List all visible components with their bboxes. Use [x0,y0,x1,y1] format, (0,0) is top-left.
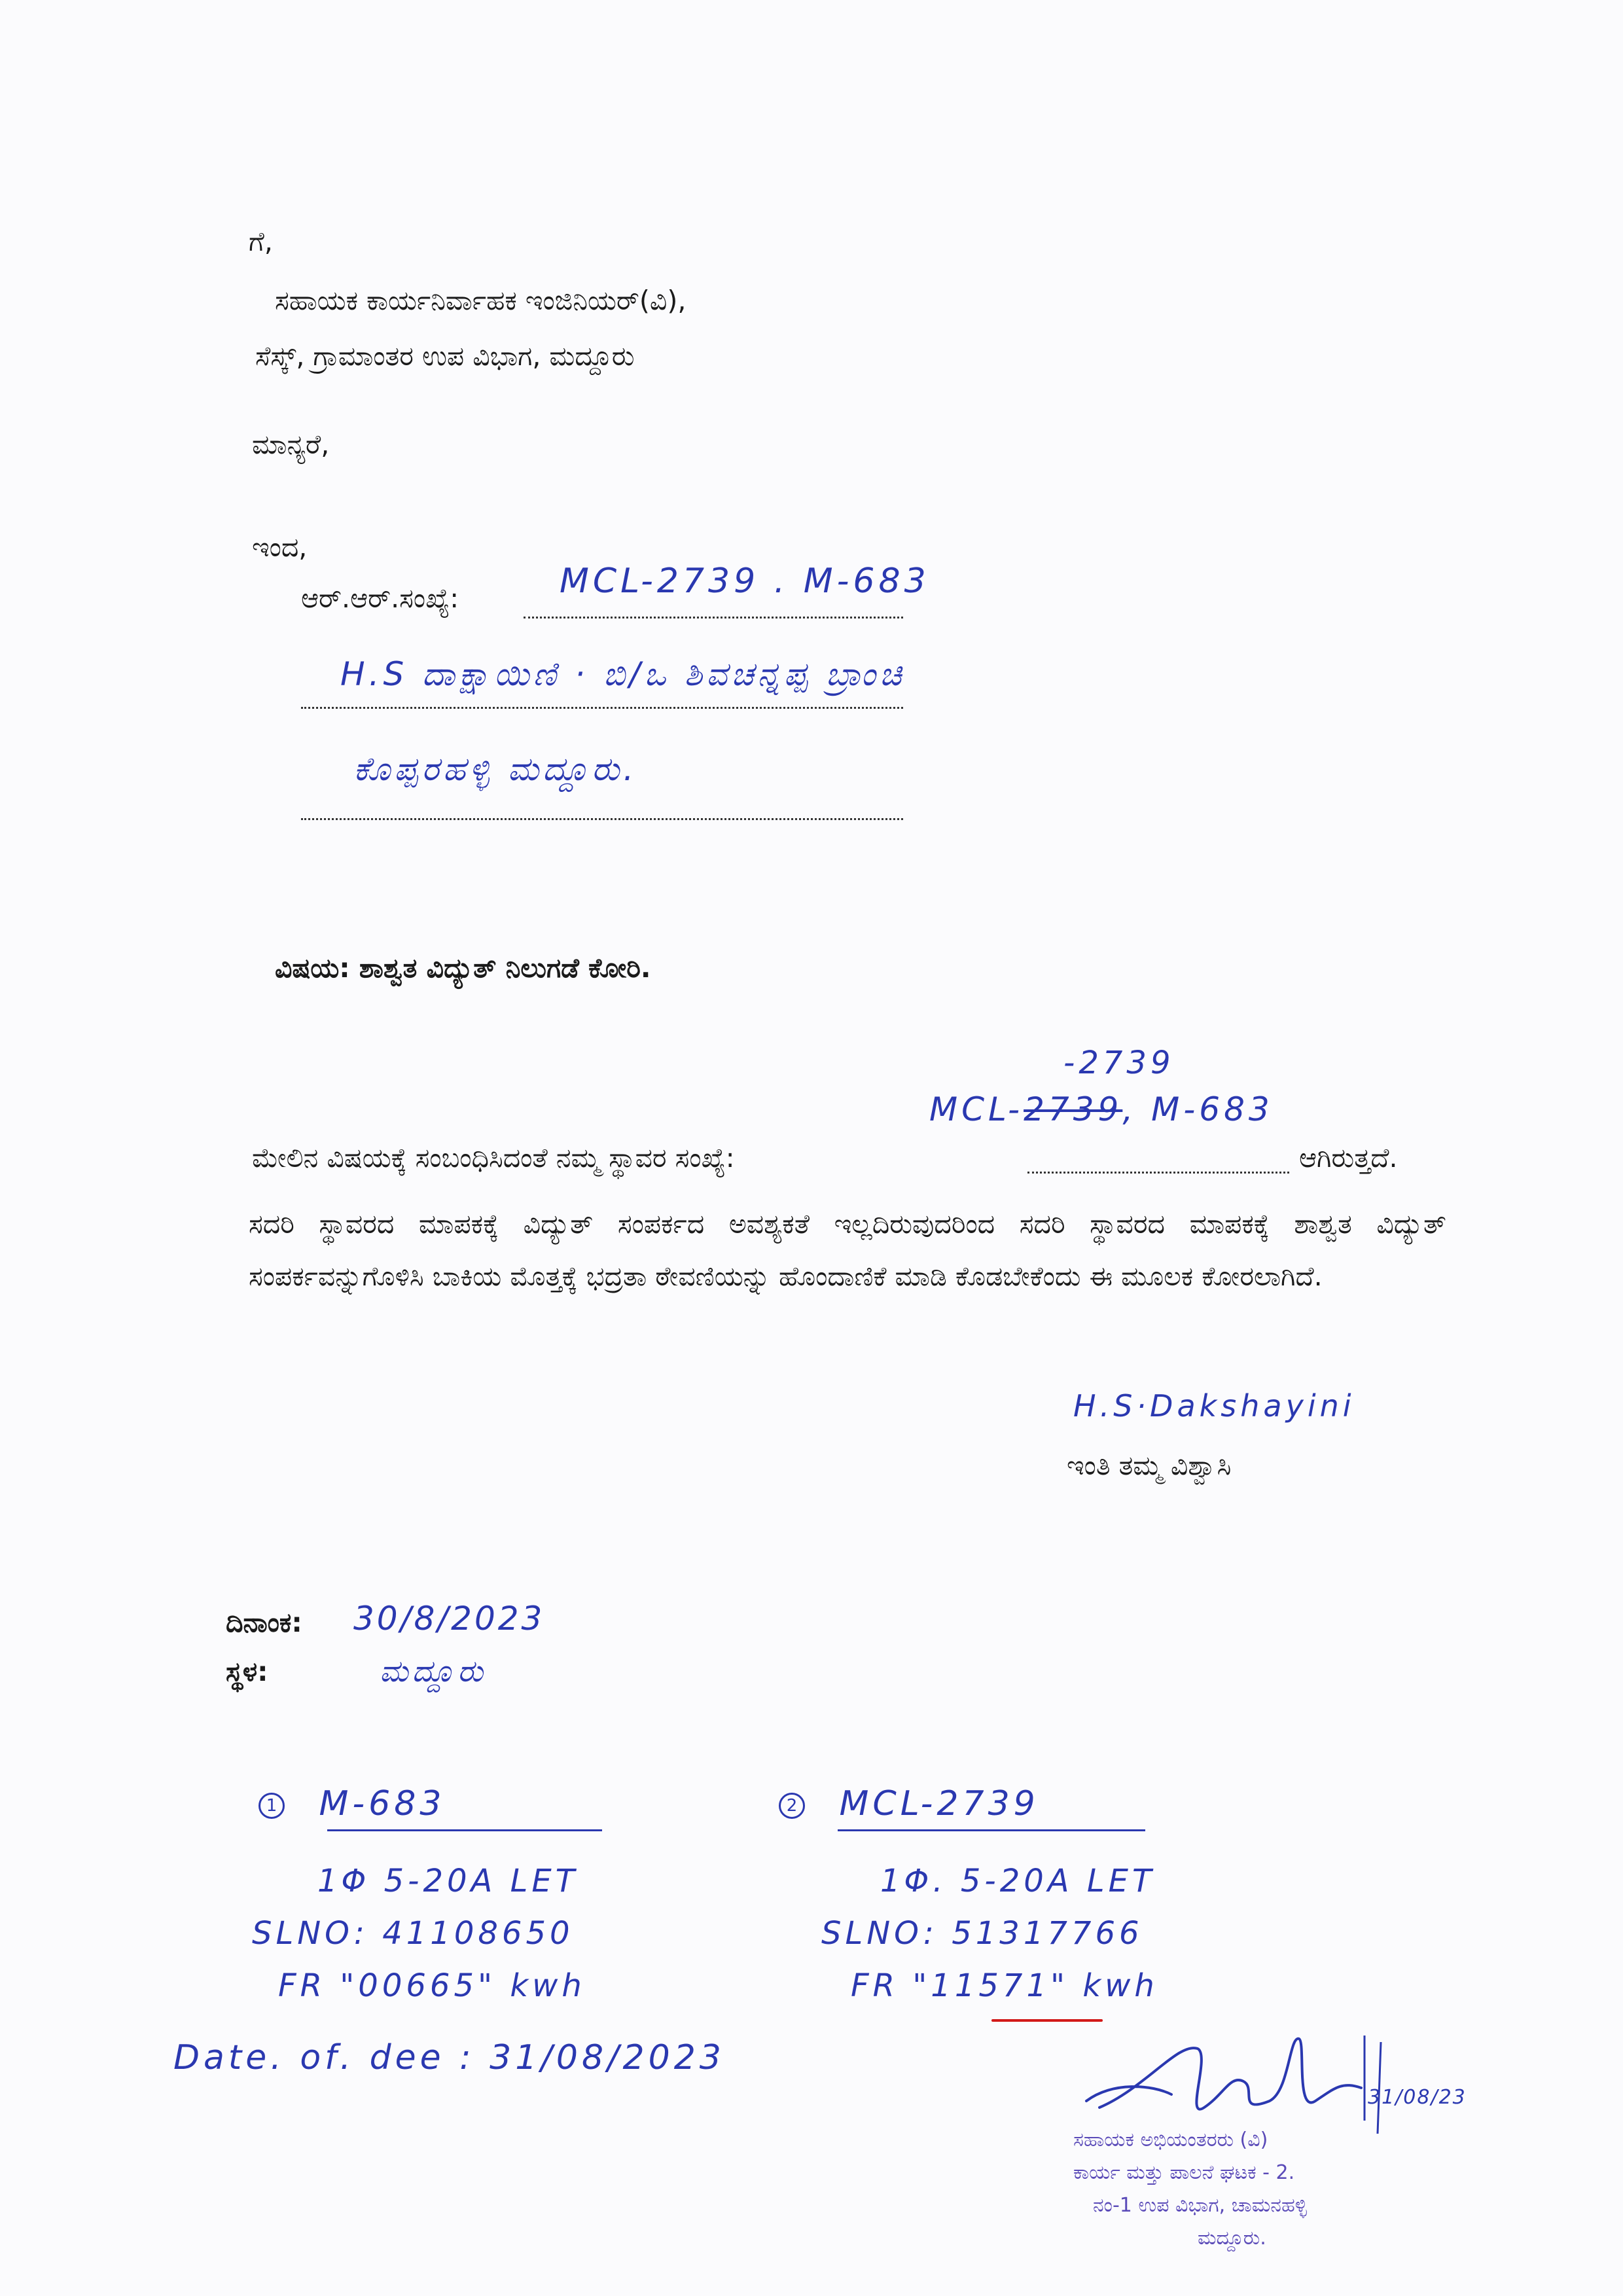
from-inda: ಇಂದ, [252,531,308,563]
date-value-handwritten: 30/8/2023 [353,1600,545,1638]
meter1-rr [259,1784,446,1823]
meter1-number-circle: 1 [259,1793,285,1819]
signature-handwritten: H.S·Dakshayini [1073,1388,1355,1424]
rr-dotted-line [524,617,903,619]
body-paragraph: ಸದರಿ ಸ್ಥಾವರದ ಮಾಪಕಕ್ಕೆ ವಿದ್ಯುತ್ ಸಂಪರ್ಕದ ಅವಶ್ಯಕತೆ ಇಲ್ಲದಿರುವುದರಿಂದ ಸದರಿ ಸ್ಥಾವರದ ಮಾಪಕಕ್ಕೆ ಶಾಶ್ವತ ವಿದ್ಯುತ್ ಸಂಪರ್ಕವನ್ನುಗೊಳಿಸಿ ಬಾಕಿಯ ಮೊತ್ತಕ್ಕೆ ಭದ್ರತಾ ಠೇವಣಿಯನ್ನು ಹೊಂದಾಣಿಕೆ ಮಾಡಿ ಕೊಡಬೇಕೆಂದು ಈ ಮೂಲಕ ಕೋರಲಾಗಿದೆ. [249,1208,1446,1292]
meter2-rr-text: MCL-2739 [839,1784,1039,1823]
stamp-line4: ಮದ್ದೂರು. [1198,2227,1266,2250]
sender-name-handwritten: H.S ದಾಕ್ಷಾಯಿಣಿ · ಬಿ/ಒ ಶಿವಚನ್ನಪ್ಪ ಬ್ರಾಂಚಿ [340,655,906,693]
to-office: ಸೆಸ್ಕ್, ಗ್ರಾಮಾಂತರ ಉಪ ವಿಭಾಗ, ಮದ್ದೂರು [255,340,635,372]
meter2-underline [838,1829,1145,1831]
meter1-rr-text: M-683 [319,1784,446,1823]
salutation: ಮಾನ್ಯರೆ, [252,429,330,460]
meter2-number-circle: 2 [779,1793,805,1819]
stamp-line3: ನಂ-1 ಉಪ ವಿಭಾಗ, ಚಾಮನಹಳ್ಳಿ [1093,2194,1308,2217]
rr-label: ಆರ್.ಆರ್.ಸಂಖ್ಯೆ: [301,583,459,614]
official-signature [1073,2022,1440,2140]
to-ge: ಗೆ, [249,226,273,257]
sender-address-handwritten: ಕೊಪ್ಪರಹಳ್ಳಿ ಮದ್ದೂರು. [353,750,638,788]
plant-dotted-line [1027,1172,1289,1174]
address-dotted-line [301,818,903,820]
stamp-date-initials: 31/08/23 [1368,2086,1467,2109]
meter2-fr: FR "11571" kwh [851,1967,1158,2004]
subject: ವಿಷಯ: ಶಾಶ್ವತ ವಿದ್ಯುತ್ ನಿಲುಗಡೆ ಕೋರಿ. [275,952,651,984]
place-value-handwritten: ಮದ್ದೂರು [380,1653,487,1689]
date-of-dee-handwritten: Date. of. dee : 31/08/2023 [173,2038,725,2077]
meter2-type: 1Φ. 5-20A LET [880,1863,1156,1899]
yours-faithfully: ಇಂತಿ ತಮ್ಮ ವಿಶ್ವಾಸಿ [1067,1450,1232,1481]
meter1-fr: FR "00665" kwh [278,1967,586,2004]
name-dotted-line [301,707,903,709]
meter1-underline [327,1829,602,1831]
correction-handwritten: -2739 [1063,1045,1175,1081]
place-label: ಸ್ಥಳ: [226,1656,268,1687]
meter2-slno: SLNO: 51317766 [821,1915,1143,1952]
body-line1-end: ಆಗಿರುತ್ತದೆ. [1299,1142,1398,1174]
plant-number-handwritten: MCL-2739, M-683 [929,1090,1274,1128]
meter1-slno: SLNO: 41108650 [252,1915,574,1952]
body-line1-start: ಮೇಲಿನ ವಿಷಯಕ್ಕೆ ಸಂಬಂಧಿಸಿದಂತೆ ನಮ್ಮ ಸ್ಥಾವರ ಸಂಖ್ಯೆ: [252,1142,735,1174]
date-label: ದಿನಾಂಕ: [226,1607,302,1638]
meter2-fr-value: 11571 [931,1967,1050,2004]
rr-value-handwritten: MCL-2739 . M-683 [560,562,930,601]
red-underline [991,2019,1103,2022]
meter2-rr [779,1784,1039,1823]
meter1-type: 1Φ 5-20A LET [317,1863,579,1899]
stamp-line1: ಸಹಾಯಕ ಅಭಿಯಂತರರು (ವಿ) [1073,2128,1268,2151]
stamp-line2: ಕಾರ್ಯ ಮತ್ತು ಪಾಲನೆ ಘಟಕ - 2. [1073,2161,1295,2184]
to-designation: ಸಹಾಯಕ ಕಾರ್ಯನಿರ್ವಾಹಕ ಇಂಜಿನಿಯರ್(ವಿ), [275,285,687,316]
